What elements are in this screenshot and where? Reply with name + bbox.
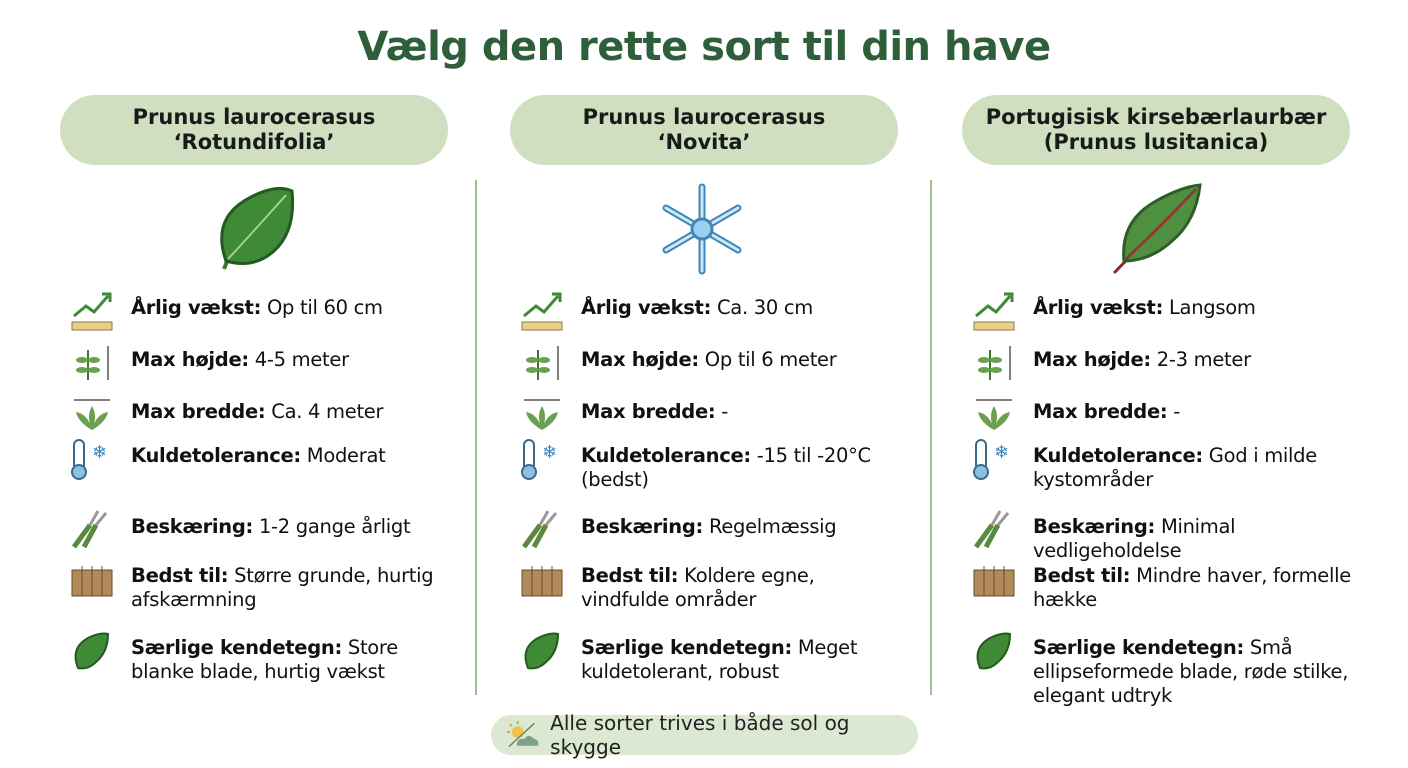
attribute-label: Bedst til: xyxy=(1033,564,1131,587)
thermometer-snow-icon xyxy=(518,436,568,480)
plant-height-icon xyxy=(518,340,568,384)
plant-height-icon xyxy=(970,340,1020,384)
shield-snow-icon xyxy=(518,628,568,672)
attribute-row xyxy=(970,564,1360,612)
attribute-value: Moderat xyxy=(306,444,386,467)
attribute-row xyxy=(970,515,1360,563)
attribute-row xyxy=(68,564,458,612)
plant-width-icon xyxy=(68,392,118,436)
attribute-row xyxy=(518,515,908,551)
red-vein-leaf-icon xyxy=(1106,181,1202,277)
page-title: Vælg den rette sort til din have xyxy=(357,24,1051,70)
attribute-label: Max højde: xyxy=(581,348,699,371)
red-stem-leaves-icon xyxy=(970,628,1020,672)
pruning-minus-icon xyxy=(970,507,1020,551)
attribute-row xyxy=(68,636,458,684)
snowflake-icon xyxy=(654,181,750,277)
attribute-row xyxy=(68,348,458,384)
variety-name: Prunus laurocerasus xyxy=(132,105,376,129)
attribute-row xyxy=(518,564,908,612)
attribute-value: 1-2 gange årligt xyxy=(258,515,411,538)
attribute-row xyxy=(518,636,908,684)
growth-ruler-icon xyxy=(518,288,568,332)
attribute-label: Særlige kendetegn: xyxy=(131,636,342,659)
attribute-label: Særlige kendetegn: xyxy=(1033,636,1244,659)
variety-column xyxy=(60,95,450,715)
attribute-value: Koldere egne, vindfulde områder xyxy=(581,564,815,611)
variety-cultivar: (Prunus lusitanica) xyxy=(1043,130,1269,154)
fence-icon xyxy=(68,556,118,600)
attribute-value: Regelmæssig xyxy=(708,515,837,538)
attribute-row xyxy=(68,515,458,551)
svg-text:❄: ❄ xyxy=(542,442,558,463)
thermometer-snow-icon xyxy=(68,436,118,480)
variety-cultivar: ‘Rotundifolia’ xyxy=(173,130,335,154)
svg-text:❄: ❄ xyxy=(92,442,108,463)
attribute-row xyxy=(970,400,1360,436)
footer-text: Alle sorter trives i både sol og skygge xyxy=(550,711,850,759)
attribute-label: Særlige kendetegn: xyxy=(581,636,792,659)
attribute-value: 2-3 meter xyxy=(1156,348,1251,371)
growth-ruler-icon xyxy=(68,288,118,332)
plant-height-icon xyxy=(68,340,118,384)
attribute-value: Op til 60 cm xyxy=(266,296,383,319)
variety-cultivar: ‘Novita’ xyxy=(657,130,751,154)
attribute-label: Max højde: xyxy=(131,348,249,371)
attribute-row xyxy=(518,348,908,384)
svg-text:❄: ❄ xyxy=(994,442,1010,463)
attribute-value: Minimal vedligeholdelse xyxy=(1033,515,1236,562)
pruning-shears-icon xyxy=(68,507,118,551)
attribute-label: Beskæring: xyxy=(581,515,704,538)
attribute-row xyxy=(68,444,458,480)
attribute-row xyxy=(970,444,1360,492)
attribute-value: Ca. 4 meter xyxy=(271,400,384,423)
footer-banner xyxy=(491,711,918,759)
attribute-value: 4-5 meter xyxy=(254,348,349,371)
column-divider xyxy=(475,180,477,695)
round-leaf-icon xyxy=(204,181,300,277)
column-divider xyxy=(930,180,932,695)
leaves-icon xyxy=(68,628,118,672)
attribute-value: Mindre haver, formelle hække xyxy=(1033,564,1351,611)
attribute-label: Bedst til: xyxy=(581,564,679,587)
variety-column xyxy=(510,95,900,715)
attribute-row xyxy=(970,636,1360,708)
pruning-clock-icon xyxy=(518,507,568,551)
wind-hills-icon xyxy=(518,556,568,600)
attribute-value: Små ellipseformede blade, røde stilke, elegant udtryk xyxy=(1033,636,1349,707)
attribute-label: Kuldetolerance: xyxy=(1033,444,1203,467)
attribute-row xyxy=(68,400,458,436)
attribute-value: God i milde kystområder xyxy=(1033,444,1317,491)
growth-snail-icon xyxy=(970,288,1020,332)
attribute-value: Store blanke blade, hurtig vækst xyxy=(131,636,398,683)
attribute-value: Meget kuldetolerant, robust xyxy=(581,636,858,683)
attribute-label: Beskæring: xyxy=(1033,515,1156,538)
attribute-value: Op til 6 meter xyxy=(704,348,837,371)
attribute-value: - xyxy=(721,400,729,423)
attribute-value: -15 til -20°C (bedst) xyxy=(581,444,871,491)
attribute-row xyxy=(970,348,1360,384)
variety-name: Prunus laurocerasus xyxy=(582,105,826,129)
attribute-value: Ca. 30 cm xyxy=(716,296,813,319)
variety-header xyxy=(510,95,898,165)
variety-header xyxy=(962,95,1350,165)
thermometer-sun-icon xyxy=(970,436,1020,480)
attribute-label: Kuldetolerance: xyxy=(581,444,751,467)
attribute-label: Max bredde: xyxy=(1033,400,1168,423)
attribute-label: Max bredde: xyxy=(131,400,266,423)
attribute-label: Kuldetolerance: xyxy=(131,444,301,467)
attribute-value: Større grunde, hurtig afskærmning xyxy=(131,564,434,611)
variety-name: Portugisisk kirsebærlaurbær xyxy=(985,105,1327,129)
attribute-row xyxy=(68,296,458,332)
plant-width-icon xyxy=(970,392,1020,436)
attribute-row xyxy=(518,296,908,332)
attribute-label: Bedst til: xyxy=(131,564,229,587)
hedge-icon xyxy=(970,556,1020,600)
attribute-label: Årlig vækst: xyxy=(131,296,262,319)
attribute-value: Langsom xyxy=(1168,296,1256,319)
attribute-row xyxy=(518,400,908,436)
variety-column xyxy=(962,95,1352,715)
variety-header xyxy=(60,95,448,165)
attribute-label: Max højde: xyxy=(1033,348,1151,371)
attribute-row xyxy=(970,296,1360,332)
attribute-label: Årlig vækst: xyxy=(581,296,712,319)
attribute-label: Max bredde: xyxy=(581,400,716,423)
attribute-label: Beskæring: xyxy=(131,515,254,538)
attribute-label: Årlig vækst: xyxy=(1033,296,1164,319)
attribute-row xyxy=(518,444,908,492)
attribute-value: - xyxy=(1173,400,1181,423)
plant-width-icon xyxy=(518,392,568,436)
sun-shade-icon xyxy=(505,720,540,750)
